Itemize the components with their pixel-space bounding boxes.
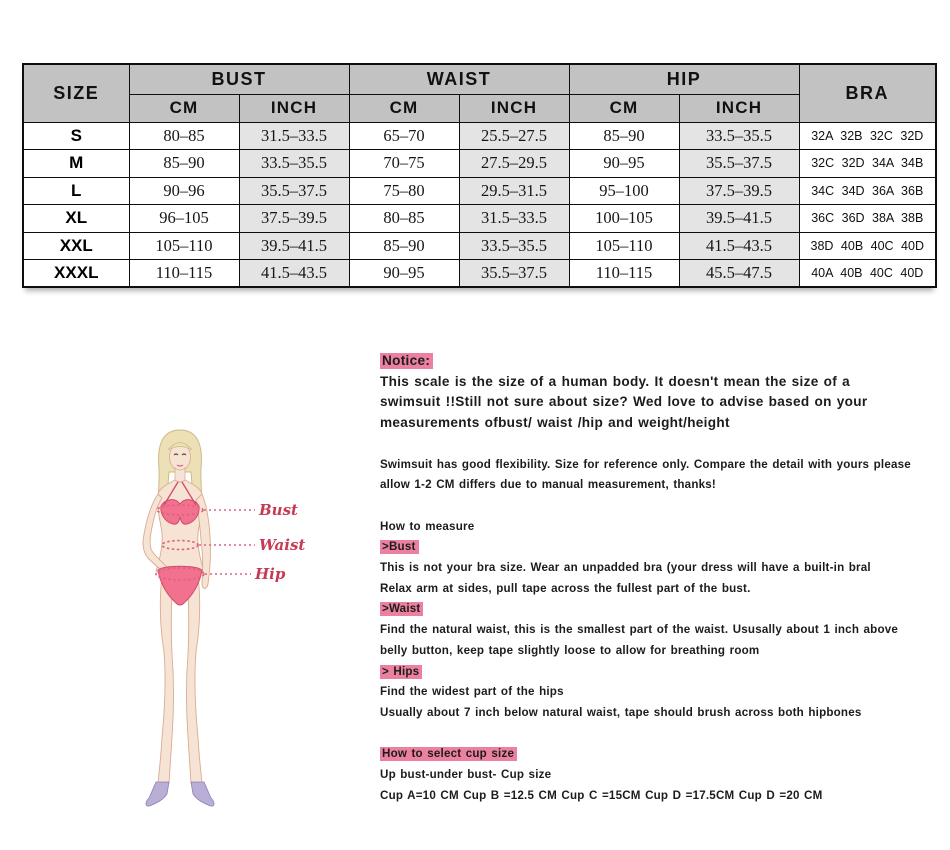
cell-waist-cm: 70–75 bbox=[349, 150, 459, 178]
cell-hip-inch: 39.5–41.5 bbox=[679, 205, 799, 233]
instruction-line bbox=[380, 682, 940, 703]
instruction-text: Find the widest part of the hips bbox=[380, 685, 564, 699]
header-bra: BRA bbox=[799, 64, 936, 122]
cell-hip-inch: 41.5–43.5 bbox=[679, 232, 799, 260]
instruction-line bbox=[380, 392, 940, 413]
cell-hip-inch: 37.5–39.5 bbox=[679, 177, 799, 205]
instruction-line bbox=[380, 455, 940, 476]
cell-hip-inch: 35.5–37.5 bbox=[679, 150, 799, 178]
cell-bust-inch: 31.5–33.5 bbox=[239, 122, 349, 150]
torso-shape bbox=[156, 480, 204, 577]
section-heading bbox=[380, 351, 940, 372]
cell-bust-cm: 110–115 bbox=[129, 260, 239, 288]
highlighted-text: >Bust bbox=[380, 540, 419, 554]
header-size: SIZE bbox=[23, 64, 129, 122]
header-waist-cm: CM bbox=[349, 94, 459, 122]
leg-left-shape bbox=[158, 576, 174, 783]
table-row bbox=[23, 150, 936, 178]
header-bust-cm: CM bbox=[129, 94, 239, 122]
cell-bust-inch: 37.5–39.5 bbox=[239, 205, 349, 233]
spacer bbox=[380, 496, 940, 517]
cell-bra: 38D 40B 40C 40D bbox=[799, 232, 936, 260]
cell-waist-cm: 90–95 bbox=[349, 260, 459, 288]
figure-label-bust: Bust bbox=[259, 501, 298, 519]
header-hip-inch: INCH bbox=[679, 94, 799, 122]
body-measurement-figure bbox=[105, 422, 375, 822]
woman-sketch-illustration bbox=[105, 422, 375, 822]
cell-size: XXXL bbox=[23, 260, 129, 288]
cell-bra: 34C 34D 36A 36B bbox=[799, 177, 936, 205]
highlighted-text: > Hips bbox=[380, 665, 422, 679]
instruction-text: swimsuit !!Still not sure about size? Wed love to advise based on your bbox=[380, 394, 868, 410]
instruction-line bbox=[380, 641, 940, 662]
table-row bbox=[23, 177, 936, 205]
size-chart-table bbox=[22, 63, 937, 288]
cell-size: XXL bbox=[23, 232, 129, 260]
cell-size: L bbox=[23, 177, 129, 205]
instruction-line bbox=[380, 703, 940, 724]
header-hip-cm: CM bbox=[569, 94, 679, 122]
cell-waist-inch: 25.5–27.5 bbox=[459, 122, 569, 150]
leg-right-shape bbox=[187, 576, 203, 783]
instruction-line bbox=[380, 372, 940, 393]
shoe-left-shape bbox=[146, 782, 169, 806]
cell-waist-cm: 75–80 bbox=[349, 177, 459, 205]
cell-bust-inch: 41.5–43.5 bbox=[239, 260, 349, 288]
cell-bra: 40A 40B 40C 40D bbox=[799, 260, 936, 288]
cell-waist-inch: 33.5–35.5 bbox=[459, 232, 569, 260]
cell-waist-cm: 65–70 bbox=[349, 122, 459, 150]
instruction-text: Up bust-under bust- Cup size bbox=[380, 768, 552, 782]
instruction-text: belly button, keep tape slightly loose to allow for breathing room bbox=[380, 643, 760, 657]
cell-waist-cm: 80–85 bbox=[349, 205, 459, 233]
instruction-line bbox=[380, 765, 940, 786]
size-table-body bbox=[23, 122, 936, 287]
table-row bbox=[23, 205, 936, 233]
header-waist-inch: INCH bbox=[459, 94, 569, 122]
instruction-text: This scale is the size of a human body. It doesn't mean the size of a bbox=[380, 373, 851, 389]
header-bust-inch: INCH bbox=[239, 94, 349, 122]
instruction-line bbox=[380, 579, 940, 600]
cell-hip-cm: 100–105 bbox=[569, 205, 679, 233]
cell-waist-inch: 35.5–37.5 bbox=[459, 260, 569, 288]
instruction-text: Usually about 7 inch below natural waist, tape should brush across both hipbones bbox=[380, 705, 862, 719]
instruction-line bbox=[380, 786, 940, 807]
table-row bbox=[23, 260, 936, 288]
figure-label-waist: Waist bbox=[259, 536, 306, 554]
cell-hip-cm: 85–90 bbox=[569, 122, 679, 150]
section-heading bbox=[380, 662, 940, 683]
cell-bust-inch: 39.5–41.5 bbox=[239, 232, 349, 260]
cell-bust-cm: 85–90 bbox=[129, 150, 239, 178]
cell-bra: 32C 32D 34A 34B bbox=[799, 150, 936, 178]
cell-waist-inch: 31.5–33.5 bbox=[459, 205, 569, 233]
cell-bra: 32A 32B 32C 32D bbox=[799, 122, 936, 150]
figure-label-hip: Hip bbox=[255, 565, 286, 583]
cell-hip-inch: 33.5–35.5 bbox=[679, 122, 799, 150]
instruction-line bbox=[380, 413, 940, 434]
cell-bust-cm: 90–96 bbox=[129, 177, 239, 205]
size-chart-section bbox=[22, 63, 937, 288]
instruction-line bbox=[380, 620, 940, 641]
cell-bust-inch: 35.5–37.5 bbox=[239, 177, 349, 205]
highlighted-text: >Waist bbox=[380, 602, 423, 616]
instruction-text: allow 1-2 CM differs due to manual measurement, thanks! bbox=[380, 478, 716, 492]
spacer bbox=[380, 434, 940, 455]
cell-size: M bbox=[23, 150, 129, 178]
cell-bust-cm: 105–110 bbox=[129, 232, 239, 260]
highlighted-text: Notice: bbox=[380, 353, 433, 369]
spacer bbox=[380, 724, 940, 745]
instruction-text: Find the natural waist, this is the smallest part of the waist. Ususally about 1 inch above bbox=[380, 623, 899, 637]
instruction-line bbox=[380, 475, 940, 496]
shoe-right-shape bbox=[191, 782, 214, 806]
highlighted-text: How to select cup size bbox=[380, 747, 517, 761]
cell-hip-cm: 90–95 bbox=[569, 150, 679, 178]
cell-size: S bbox=[23, 122, 129, 150]
instruction-line bbox=[380, 517, 940, 538]
header-row-groups bbox=[23, 64, 936, 94]
cell-waist-inch: 29.5–31.5 bbox=[459, 177, 569, 205]
cell-bust-cm: 80–85 bbox=[129, 122, 239, 150]
header-hip: HIP bbox=[569, 64, 799, 94]
cell-bust-cm: 96–105 bbox=[129, 205, 239, 233]
table-row bbox=[23, 232, 936, 260]
section-heading bbox=[380, 537, 940, 558]
instruction-line bbox=[380, 558, 940, 579]
header-waist: WAIST bbox=[349, 64, 569, 94]
cell-hip-inch: 45.5–47.5 bbox=[679, 260, 799, 288]
instruction-text: How to measure bbox=[380, 519, 475, 533]
instruction-text: Cup A=10 CM Cup B =12.5 CM Cup C =15CM Cup D =17.5CM Cup D =20 CM bbox=[380, 788, 823, 802]
cell-hip-cm: 105–110 bbox=[569, 232, 679, 260]
section-heading bbox=[380, 744, 940, 765]
section-heading bbox=[380, 599, 940, 620]
cell-hip-cm: 110–115 bbox=[569, 260, 679, 288]
cell-bra: 36C 36D 38A 38B bbox=[799, 205, 936, 233]
cell-bust-inch: 33.5–35.5 bbox=[239, 150, 349, 178]
cell-waist-inch: 27.5–29.5 bbox=[459, 150, 569, 178]
instructions-panel bbox=[380, 351, 940, 806]
instruction-text: Swimsuit has good flexibility. Size for reference only. Compare the detail with yours please bbox=[380, 457, 911, 471]
instruction-text: Relax arm at sides, pull tape across the fullest part of the bust. bbox=[380, 581, 751, 595]
instruction-text: This is not your bra size. Wear an unpadded bra (your dress will have a built-in bral bbox=[380, 561, 871, 574]
cell-waist-cm: 85–90 bbox=[349, 232, 459, 260]
cell-hip-cm: 95–100 bbox=[569, 177, 679, 205]
instruction-text: measurements ofbust/ waist /hip and weight/height bbox=[380, 415, 730, 431]
cell-size: XL bbox=[23, 205, 129, 233]
table-row bbox=[23, 122, 936, 150]
header-bust: BUST bbox=[129, 64, 349, 94]
